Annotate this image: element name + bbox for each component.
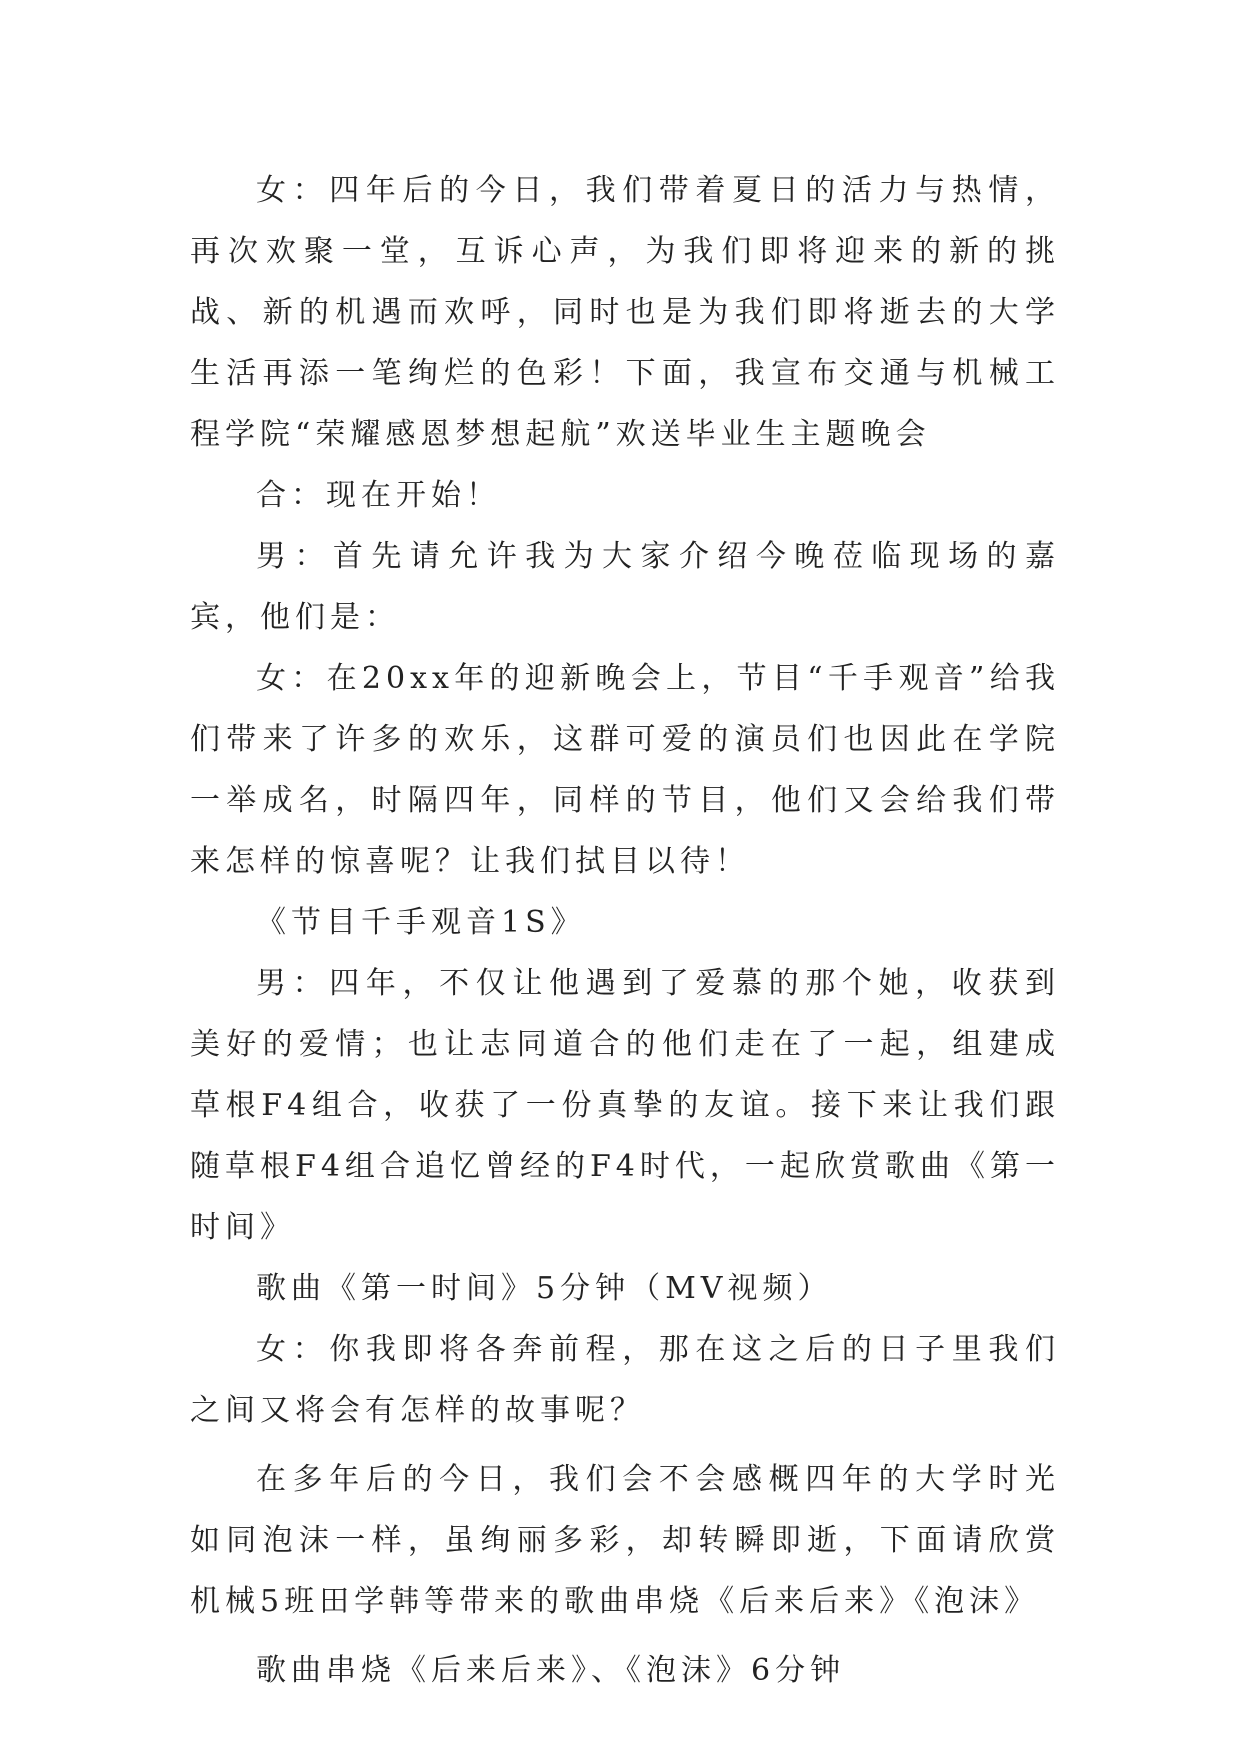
paragraph-female-opening: 女：四年后的今日，我们带着夏日的活力与热情，再次欢聚一堂，互诉心声，为我们即将迎来的新的挑战、新的机遇而欢呼，同时也是为我们即将逝去的大学生活再添一笔绚烂的色彩！下面，我宣布交通与机械工程学院“荣耀感恩梦想起航”欢送毕业生主题晚会 [190,173,1060,452]
paragraph-program-title: 《节目千手观音1S》 [256,905,586,940]
paragraph-female-intro-dance: 女：在20xx年的迎新晚会上，节目“千手观音”给我们带来了许多的欢乐，这群可爱的演员们也因此在学院一举成名，时隔四年，同样的节目，他们又会给我们带来怎样的惊喜呢？让我们拭目以待！ [190,661,1060,879]
paragraph-song-first-time: 歌曲《第一时间》5分钟（MV视频） [256,1271,833,1306]
paragraph-male-f4: 男：四年，不仅让他遇到了爱慕的那个她，收获到美好的爱情；也让志同道合的他们走在了一起，组建成草根F4组合，收获了一份真挚的友谊。接下来让我们跟随草根F4组合追忆曾经的F4时代，一起欣赏歌曲《第一时间》 [190,966,1060,1245]
paragraph-song-medley: 歌曲串烧《后来后来》、《泡沫》6分钟 [256,1653,846,1688]
paragraph-female-future: 女：你我即将各奔前程，那在这之后的日子里我们之间又将会有怎样的故事呢？ [190,1332,1060,1428]
paragraph-bubble-intro: 在多年后的今日，我们会不会感概四年的大学时光如同泡沫一样，虽绚丽多彩，却转瞬即逝，下面请欣赏机械5班田学韩等带来的歌曲串烧《后来后来》《泡沫》 [190,1462,1060,1619]
paragraph-male-guests: 男：首先请允许我为大家介绍今晚莅临现场的嘉宾，他们是： [190,539,1060,635]
document-body [190,160,1060,1701]
paragraph-together-start: 合：现在开始！ [256,478,501,513]
